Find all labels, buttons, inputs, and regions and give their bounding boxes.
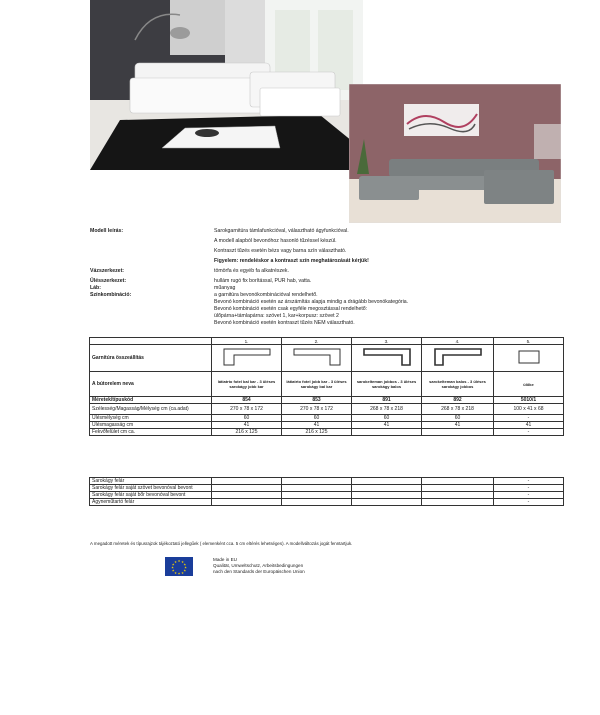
svg-text:★: ★ [177, 559, 181, 563]
made-in-eu-text [213, 557, 305, 576]
element-name: ülőke [494, 372, 564, 397]
model-code: 891 [352, 397, 422, 404]
svg-text:★: ★ [174, 560, 177, 564]
element-name: látiatrto fotel bal kar - 3 üléses sarokágy jobb kar [212, 372, 282, 397]
surcharge-row [90, 499, 564, 506]
corner-left-shape [222, 347, 272, 367]
col-number: 2. [282, 338, 352, 345]
svg-text:★: ★ [174, 570, 177, 575]
dims-value: 270 x 78 x 172 [282, 404, 352, 415]
description-value: műanyag [214, 285, 236, 291]
row-label: Ülésmagasság cm [90, 422, 212, 429]
description-label: Láb: [90, 285, 101, 291]
row-label: Méretek/típuskód [90, 397, 212, 404]
surcharge-value: - [494, 499, 564, 506]
svg-text:★: ★ [183, 568, 187, 573]
corner-element-left-shape [433, 347, 483, 367]
seat-height-value: 41 [282, 422, 352, 429]
footnote: A megadott méretek és típusrajzok tájékoztató jellegűek ( elemenként cca. 5 cm eltérés lehetséges). A modellváltozás jogát fenntartjuk. [90, 541, 353, 546]
description-value: tömörfa és egyéb fa alkatrészek. [214, 268, 289, 274]
corner-right-shape [292, 347, 342, 367]
surcharge-row [90, 485, 564, 492]
description-value: Figyelem: rendeléskor a kontraszt szín meghatározását kérjük! [214, 258, 369, 264]
description-label: Vázszerkezet: [90, 268, 125, 274]
row-label: Fekvőfelület cm ca. [90, 429, 212, 436]
svg-text:★: ★ [184, 565, 187, 570]
surcharge-label: Sarokágy felár saját szövet bevonóval bevont [90, 485, 212, 492]
description-value: Kontraszt tűzés esetén bézs vagy barna szín választható. [214, 248, 347, 254]
model-code: 5010/1 [494, 397, 564, 404]
element-name: sarokelteman balos - 3 üléses sarokágy jobbos [422, 372, 494, 397]
surcharge-label: Ágyneműtartó felár [90, 499, 212, 506]
svg-text:★: ★ [183, 562, 187, 567]
element-name-row [90, 372, 564, 397]
description-value: Bevonó kombináció esetén csak egyféle megosztással rendelhető: [214, 306, 368, 312]
seat-depth-value: 60 [282, 415, 352, 422]
model-code: 853 [282, 397, 352, 404]
seat-depth-value: 60 [352, 415, 422, 422]
dims-value: 268 x 78 x 218 [422, 404, 494, 415]
model-code-row [90, 397, 564, 404]
made-line: Qualität, Umweltschutz, Arbeitsbedingungen [213, 563, 304, 569]
svg-text:★: ★ [171, 562, 175, 567]
description-label: Ülésszerkezet: [90, 278, 127, 284]
seat-depth-value: 60 [422, 415, 494, 422]
description-value: Bevonó kombináció esetén kontraszt tűzés NEM választható. [214, 320, 355, 326]
seat-depth-value: - [494, 415, 564, 422]
description-value: A modell alapból bevonóhoz hasonló tűzéssel készül. [214, 238, 337, 244]
svg-text:★: ★ [177, 571, 181, 576]
col-number: 5. [494, 338, 564, 345]
corner-element-right-shape [362, 347, 412, 367]
row-label: A bútorelem neva [90, 372, 212, 397]
surcharge-row [90, 492, 564, 499]
element-name: sarokelteman jobbos - 3 üléses sarokágy balos [352, 372, 422, 397]
description-label: Színkombináció: [90, 292, 132, 298]
svg-text:★: ★ [171, 565, 174, 570]
description-value: Bevonó kombináció esetén az árszámítás alapja mindig a drágább bevonókategória. [214, 299, 409, 305]
element-name: látiatrto fotel jobb kar - 3 üléses sarokágy bal kar [282, 372, 352, 397]
seat-height-row [90, 422, 564, 429]
dims-row [90, 404, 564, 415]
model-code: 854 [212, 397, 282, 404]
seat-height-value: 41 [352, 422, 422, 429]
surcharge-value: - [494, 492, 564, 499]
surcharge-value: - [494, 485, 564, 492]
dims-value: 270 x 78 x 172 [212, 404, 282, 415]
description-value: ülőpárna+támlapárna: szövet 1, kar+korpusz: szövet 2 [214, 313, 339, 319]
svg-text:★: ★ [181, 560, 184, 564]
surcharge-row [90, 478, 564, 485]
model-code: 892 [422, 397, 494, 404]
dimensions-table [89, 337, 564, 436]
made-line: Made in EU [213, 557, 238, 562]
bed-value [422, 429, 494, 436]
dims-value: 268 x 78 x 218 [352, 404, 422, 415]
description-value: a garnitúra bevonókombinációval rendelhető. [214, 292, 318, 298]
row-label: Garnitúra összeállítás [90, 345, 212, 372]
seat-height-value: 41 [494, 422, 564, 429]
row-label: Szélesség/Magasság/Mélység cm (ca.adat) [90, 404, 212, 415]
dims-value: 100 x 41 x 68 [494, 404, 564, 415]
description-label: Modell leírás: [90, 228, 124, 234]
surcharge-label: Sarokágy felár saját bőr bevonóval bevont [90, 492, 212, 499]
seat-depth-value: 60 [212, 415, 282, 422]
surcharge-table [89, 477, 564, 506]
svg-text:★: ★ [171, 568, 175, 573]
assembly-row [90, 345, 564, 372]
bed-value: - [494, 429, 564, 436]
surcharge-label: Sarokágy felár [90, 478, 212, 485]
col-number: 3. [352, 338, 422, 345]
product-photo-grey-sofa [349, 84, 561, 223]
bed-row [90, 429, 564, 436]
bed-value: 216 x 125 [212, 429, 282, 436]
col-number: 1. [212, 338, 282, 345]
description-value: Sarokgarnitúra támlafunkcióval, választható ágyfunkcióval. [214, 228, 349, 234]
row-label: Ülésmélység cm [90, 415, 212, 422]
seat-height-value: 41 [212, 422, 282, 429]
product-photo-white-sofa [90, 0, 363, 170]
description-value: hullám rugó fix borítással, PUR hab, vatta. [214, 278, 312, 284]
bed-value [352, 429, 422, 436]
svg-text:★: ★ [181, 570, 184, 575]
made-line: nach den Standards der Europäischen Union [213, 569, 305, 575]
surcharge-value: - [494, 478, 564, 485]
eu-flag-icon [165, 557, 193, 576]
stool-shape [514, 347, 544, 367]
seat-height-value: 41 [422, 422, 494, 429]
col-number: 4. [422, 338, 494, 345]
column-numbers-row [90, 338, 564, 345]
seat-depth-row [90, 415, 564, 422]
bed-value: 216 x 125 [282, 429, 352, 436]
